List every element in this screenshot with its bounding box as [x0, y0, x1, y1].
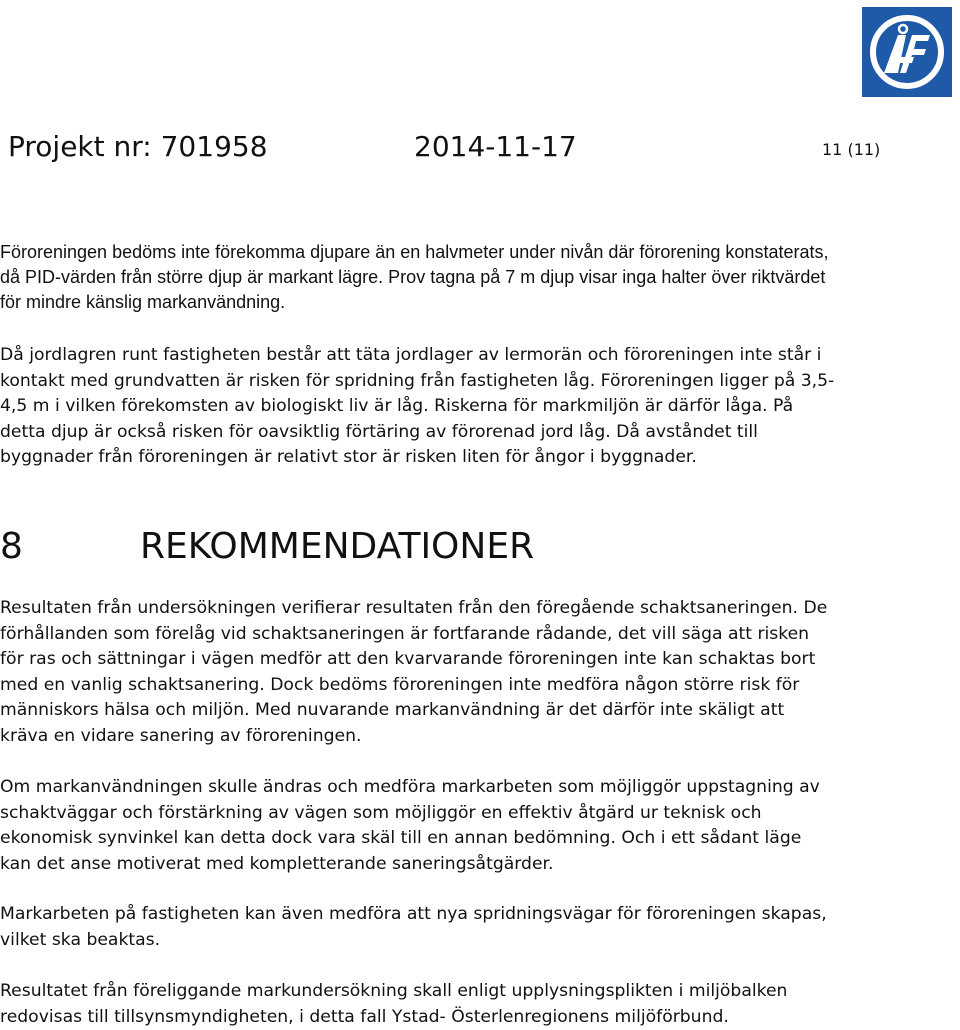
section-heading [0, 523, 534, 571]
page-number: 11 (11) [822, 140, 881, 159]
paragraph-spread-risk: Då jordlagren runt fastigheten består att täta jordlager av lermorän och föroreningen inte står i kontakt med grundvatten är risken för spridning från fastigheten låg. Föroreningen ligger på 3,5-4,5 m i vilken förekomsten av biologiskt liv är låg. Riskerna för markmiljön är därför låga. På detta djup är också risken för oavsiktlig förtäring av förorenad jord låg. Då avståndet till byggnader från föroreningen är relativt stor är risken liten för ångor i byggnader. [0, 345, 835, 467]
section-number: 8 [0, 526, 23, 567]
paragraph-land-use-change: Om markanvändningen skulle ändras och medföra markarbeten som möjliggör uppstagning av schaktväggar och förstärkning av vägen som möjliggör en effektiv åtgärd ur teknisk och ekonomisk synvinkel kan detta dock vara skäl till en annan bedömning. Och i ett sådant läge kan det anse motiverat med kompletterande saneringsåtgärder. [0, 777, 820, 874]
report-date: 2014-11-17 [414, 130, 577, 163]
paragraph-results: Resultaten från undersökningen verifierar resultaten från den föregående schaktsaneringen. De förhållanden som förelåg vid schaktsaneringen är fortfarande rådande, det vill säga att risken för ras och sättningar i vägen medför att den kvarvarande föroreningen inte kan schaktas bort med en vanlig schaktsanering. Dock bedöms föroreningen inte medföra någon större risk för människors hälsa och miljön. Med nuvarande markanvändning är det därför inte skäligt att kräva en vidare sanering av föroreningen. [0, 598, 828, 746]
section-title: REKOMMENDATIONER [140, 526, 535, 567]
company-logo-icon [868, 13, 946, 91]
paragraph-contamination-depth: Föroreningen bedöms inte förekomma djupare än en halvmeter under nivån där förorening konstaterats, då PID-värden från större djup är markant lägre. Prov tagna på 7 m djup visar inga halter över riktvärdet för mindre känslig markanvändning. [0, 242, 829, 312]
project-number: Projekt nr: 701958 [8, 130, 268, 163]
paragraph-reporting-duty: Resultatet från föreliggande markundersökning skall enligt upplysningsplikten i miljöbalken redovisas till tillsynsmyndigheten, i detta fall Ystad- Österlenregionens miljöförbund. [0, 981, 788, 1027]
company-logo [862, 7, 952, 97]
paragraph-ground-works: Markarbeten på fastigheten kan även medföra att nya spridningsvägar för föroreningen skapas, vilket ska beaktas. [0, 904, 827, 950]
